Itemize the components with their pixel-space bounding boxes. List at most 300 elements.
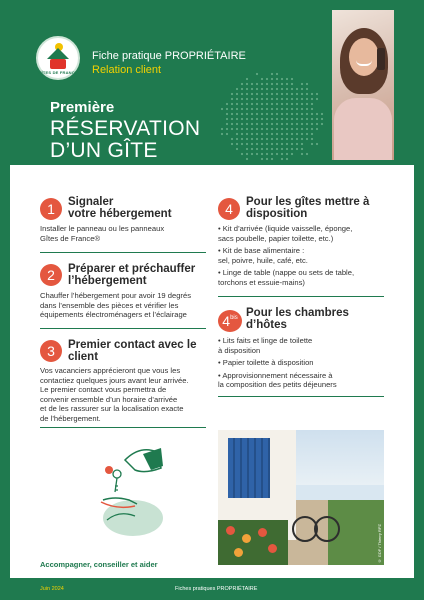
map-dot (266, 138, 268, 140)
map-dot (286, 138, 288, 140)
map-dot (296, 143, 298, 145)
flower (242, 534, 251, 543)
section-2-line: équipements électroménagers et l’éclairage (40, 310, 187, 320)
section-divider (218, 396, 384, 397)
map-dot (291, 118, 293, 120)
map-dot (241, 103, 243, 105)
section-3-line: contactiez quelques jours avant leur arrivée. (40, 375, 189, 385)
map-dot (261, 133, 263, 135)
section-4-title-line2: disposition (246, 208, 308, 220)
map-dot (286, 103, 288, 105)
section-4-line: sacs poubelle, papier toilette, etc.) (218, 233, 334, 243)
map-dot (286, 108, 288, 110)
title-first-word: Première (50, 99, 115, 116)
map-dot (276, 143, 278, 145)
map-dot (231, 103, 233, 105)
map-dot (311, 103, 313, 105)
logo-figure (50, 59, 66, 69)
map-dot (231, 93, 233, 95)
section-2-title (68, 263, 195, 287)
map-dot (281, 158, 283, 160)
keys-handover-illustration (95, 440, 165, 540)
map-dot (246, 93, 248, 95)
map-dot (306, 88, 308, 90)
map-dot (266, 123, 268, 125)
map-dot (236, 103, 238, 105)
map-dot (231, 113, 233, 115)
bicycle-wheel (314, 516, 340, 542)
gites-de-france-logo (36, 36, 80, 80)
map-dot (276, 93, 278, 95)
map-dot (271, 158, 273, 160)
map-dot (311, 143, 313, 145)
map-dot (241, 113, 243, 115)
map-dot (276, 118, 278, 120)
footer-title: Fiches pratiques PROPRIÉTAIRE (175, 586, 258, 592)
map-dot (301, 143, 303, 145)
map-dot (226, 118, 228, 120)
flower (234, 548, 243, 557)
map-dot (251, 98, 253, 100)
map-dot (266, 118, 268, 120)
map-dot (246, 133, 248, 135)
section-4-line: • Linge de table (nappe ou sets de table, (218, 268, 355, 278)
map-dot (316, 118, 318, 120)
section-2-line: Chauffer l’hébergement pour avoir 19 degrés (40, 291, 191, 300)
map-dot (311, 118, 313, 120)
section-3-title-line1: Premier contact avec le (68, 339, 197, 351)
map-dot (276, 123, 278, 125)
map-dot (286, 113, 288, 115)
flower (268, 544, 277, 553)
map-dot (236, 123, 238, 125)
map-dot (236, 118, 238, 120)
map-dot (286, 148, 288, 150)
map-dot (251, 133, 253, 135)
map-dot (226, 113, 228, 115)
map-dot (286, 128, 288, 130)
map-dot (276, 153, 278, 155)
photo-blue-shutter (228, 438, 270, 498)
map-dot (256, 93, 258, 95)
section-4-title (246, 196, 369, 220)
map-dot (276, 83, 278, 85)
map-dot (256, 113, 258, 115)
map-dot (301, 88, 303, 90)
map-dot (226, 103, 228, 105)
map-dot (316, 128, 318, 130)
map-dot (276, 148, 278, 150)
map-dot (251, 143, 253, 145)
photo-phone (377, 48, 385, 70)
map-dot (296, 98, 298, 100)
map-dot (246, 103, 248, 105)
footer-date: Juin 2024 (40, 586, 64, 592)
map-dot (281, 103, 283, 105)
section-4bis-text (218, 336, 337, 390)
map-dot (236, 108, 238, 110)
map-dot (266, 98, 268, 100)
map-dot (236, 148, 238, 150)
map-dot (266, 133, 268, 135)
map-dot (271, 153, 273, 155)
map-dot (296, 93, 298, 95)
map-dot (296, 123, 298, 125)
section-2-text (40, 291, 191, 320)
map-dot (291, 153, 293, 155)
section-divider (218, 296, 384, 297)
map-dot (291, 123, 293, 125)
map-dot (306, 93, 308, 95)
section-4bis-number-sup: bis (230, 315, 238, 321)
map-dot (271, 113, 273, 115)
map-dot (251, 83, 253, 85)
map-dot (251, 103, 253, 105)
map-dot (241, 93, 243, 95)
map-dot (301, 123, 303, 125)
map-dot (256, 143, 258, 145)
map-dot (271, 138, 273, 140)
map-dot (241, 153, 243, 155)
section-4-line: sel, poivre, huile, café, etc. (218, 255, 308, 265)
map-dot (266, 158, 268, 160)
tagline: Accompagner, conseiller et aider (40, 560, 158, 569)
section-divider (40, 252, 206, 253)
map-dot (266, 88, 268, 90)
page-title (50, 118, 200, 162)
map-dot (266, 78, 268, 80)
map-dot (306, 128, 308, 130)
map-dot (311, 93, 313, 95)
map-dot (236, 113, 238, 115)
map-dot (271, 148, 273, 150)
section-4bis-title (246, 307, 349, 331)
map-dot (316, 98, 318, 100)
map-dot (261, 113, 263, 115)
map-dot (291, 113, 293, 115)
map-dot (281, 113, 283, 115)
photo-face (349, 38, 379, 76)
map-dot (276, 138, 278, 140)
map-dot (236, 88, 238, 90)
map-dot (256, 118, 258, 120)
map-dot (271, 128, 273, 130)
map-dot (306, 108, 308, 110)
section-3-text (40, 366, 189, 424)
map-dot (296, 138, 298, 140)
map-dot (256, 148, 258, 150)
map-dot (261, 93, 263, 95)
map-dot (271, 108, 273, 110)
map-dot (286, 133, 288, 135)
section-3-title (68, 339, 197, 363)
map-dot (246, 158, 248, 160)
map-dot (251, 123, 253, 125)
map-dot (271, 98, 273, 100)
section-3-line: de l’hébergement. (40, 413, 101, 423)
map-dot (241, 118, 243, 120)
map-dot (276, 73, 278, 75)
map-dot (281, 78, 283, 80)
map-dot (291, 108, 293, 110)
section-3-line: convenir ensemble d’un horaire d’arrivée (40, 394, 178, 404)
map-dot (266, 148, 268, 150)
map-dot (271, 93, 273, 95)
map-dot (276, 98, 278, 100)
map-dot (281, 83, 283, 85)
map-dot (301, 118, 303, 120)
section-divider (40, 328, 206, 329)
photo-shirt (334, 98, 392, 160)
photo-credit: © GDF / Thierry RPZ (377, 523, 382, 563)
map-dot (241, 98, 243, 100)
map-dot (241, 133, 243, 135)
map-dot (221, 128, 223, 130)
map-dot (251, 118, 253, 120)
map-dot (246, 153, 248, 155)
map-dot (291, 78, 293, 80)
map-dot (306, 133, 308, 135)
map-dot (301, 128, 303, 130)
map-dot (241, 108, 243, 110)
map-dot (246, 138, 248, 140)
section-1-title-line2: votre hébergement (68, 208, 172, 220)
map-dot (301, 93, 303, 95)
map-dot (286, 93, 288, 95)
map-dot (301, 133, 303, 135)
map-dot (286, 118, 288, 120)
map-dot (306, 138, 308, 140)
map-dot (266, 113, 268, 115)
section-4-number: 4 (218, 198, 240, 220)
map-dot (301, 83, 303, 85)
map-dot (291, 128, 293, 130)
map-dot (291, 148, 293, 150)
section-4-text (218, 224, 354, 288)
map-dot (236, 98, 238, 100)
flower (258, 528, 267, 537)
map-dot (231, 98, 233, 100)
map-dot (266, 108, 268, 110)
map-dot (251, 128, 253, 130)
map-dot (306, 118, 308, 120)
map-dot (261, 108, 263, 110)
map-dot (221, 108, 223, 110)
map-dot (301, 153, 303, 155)
map-dot (316, 123, 318, 125)
map-dot (316, 93, 318, 95)
map-dot (311, 138, 313, 140)
map-dot (266, 103, 268, 105)
map-dot (271, 133, 273, 135)
section-4bis-line: • Approvisionnement nécessaire à (218, 370, 333, 380)
map-dot (266, 128, 268, 130)
section-1-title-line1: Signaler (68, 196, 114, 208)
map-dot (296, 128, 298, 130)
map-dot (321, 113, 323, 115)
logo-roof (47, 48, 69, 59)
map-dot (276, 108, 278, 110)
section-4bis-title-line1: Pour les chambres (246, 307, 349, 319)
map-dot (286, 88, 288, 90)
map-dot (291, 143, 293, 145)
map-dot (296, 133, 298, 135)
map-dot (291, 133, 293, 135)
map-dot (241, 83, 243, 85)
map-dot (241, 123, 243, 125)
section-4bis-number-main: 4 (222, 313, 231, 329)
section-2-title-line2: l’hébergement (68, 275, 147, 287)
map-dot (271, 88, 273, 90)
france-map-dots (218, 70, 328, 165)
map-dot (281, 93, 283, 95)
map-dot (281, 133, 283, 135)
map-dot (306, 103, 308, 105)
page-title-line2: D’UN GÎTE (50, 139, 158, 162)
map-dot (306, 123, 308, 125)
map-dot (231, 143, 233, 145)
map-dot (296, 113, 298, 115)
map-dot (276, 78, 278, 80)
section-4bis-line: • Papier toilette à disposition (218, 358, 314, 368)
map-dot (276, 88, 278, 90)
map-dot (311, 128, 313, 130)
map-dot (226, 133, 228, 135)
map-dot (286, 78, 288, 80)
map-dot (296, 148, 298, 150)
kicker-document-type: Fiche pratique PROPRIÉTAIRE (92, 50, 246, 62)
map-dot (271, 118, 273, 120)
map-dot (256, 83, 258, 85)
map-dot (266, 83, 268, 85)
map-dot (281, 98, 283, 100)
map-dot (291, 138, 293, 140)
map-dot (271, 123, 273, 125)
map-dot (266, 143, 268, 145)
map-dot (251, 93, 253, 95)
map-dot (281, 138, 283, 140)
map-dot (311, 113, 313, 115)
map-dot (261, 158, 263, 160)
map-dot (291, 83, 293, 85)
map-dot (261, 128, 263, 130)
map-dot (246, 98, 248, 100)
map-dot (286, 83, 288, 85)
map-dot (266, 153, 268, 155)
map-dot (256, 88, 258, 90)
map-dot (246, 143, 248, 145)
map-dot (301, 108, 303, 110)
section-1-line: Gîtes de France® (40, 233, 101, 243)
map-dot (276, 133, 278, 135)
section-4-line: • Kit d’arrivée (liquide vaisselle, éponge, (218, 224, 353, 233)
map-dot (256, 133, 258, 135)
map-dot (261, 83, 263, 85)
section-1-text (40, 224, 164, 243)
map-dot (236, 143, 238, 145)
map-dot (246, 118, 248, 120)
map-dot (311, 123, 313, 125)
map-dot (281, 123, 283, 125)
map-dot (251, 113, 253, 115)
flower (226, 526, 235, 535)
map-dot (261, 118, 263, 120)
map-dot (261, 153, 263, 155)
map-dot (246, 88, 248, 90)
map-dot (261, 148, 263, 150)
map-dot (306, 153, 308, 155)
map-dot (301, 103, 303, 105)
map-dot (231, 118, 233, 120)
map-dot (241, 128, 243, 130)
header-band (10, 10, 414, 165)
map-dot (246, 83, 248, 85)
map-dot (286, 98, 288, 100)
map-dot (231, 128, 233, 130)
map-dot (316, 113, 318, 115)
section-3-number: 3 (40, 340, 62, 362)
map-dot (271, 83, 273, 85)
map-dot (251, 108, 253, 110)
map-dot (246, 123, 248, 125)
map-dot (281, 108, 283, 110)
logo-text: GÎTES DE FRANCE (38, 70, 78, 75)
map-dot (236, 138, 238, 140)
map-dot (321, 118, 323, 120)
section-1-number: 1 (40, 198, 62, 220)
map-dot (226, 108, 228, 110)
map-dot (241, 138, 243, 140)
map-dot (276, 103, 278, 105)
map-dot (281, 148, 283, 150)
section-4-line: torchons et essuie-mains) (218, 277, 305, 287)
map-dot (296, 103, 298, 105)
map-dot (311, 98, 313, 100)
map-dot (286, 143, 288, 145)
map-dot (291, 103, 293, 105)
map-dot (281, 88, 283, 90)
map-dot (296, 108, 298, 110)
map-dot (281, 153, 283, 155)
map-dot (246, 128, 248, 130)
map-dot (291, 98, 293, 100)
map-dot (251, 153, 253, 155)
map-dot (306, 113, 308, 115)
section-3-line: et de les rassurer sur la localisation exacte (40, 404, 184, 414)
map-dot (241, 88, 243, 90)
map-dot (261, 88, 263, 90)
map-dot (306, 83, 308, 85)
map-dot (256, 138, 258, 140)
map-dot (251, 88, 253, 90)
map-dot (231, 108, 233, 110)
section-4bis-line: • Lits faits et linge de toilette (218, 336, 313, 345)
section-3-title-line2: client (68, 351, 99, 363)
map-dot (266, 93, 268, 95)
map-dot (276, 113, 278, 115)
map-dot (281, 143, 283, 145)
section-4bis-number (218, 310, 242, 332)
map-dot (256, 103, 258, 105)
map-dot (246, 108, 248, 110)
map-dot (231, 123, 233, 125)
map-dot (291, 88, 293, 90)
section-3-line: Vos vacanciers apprécieront que vous les (40, 366, 181, 375)
map-dot (236, 133, 238, 135)
map-dot (236, 128, 238, 130)
map-dot (226, 123, 228, 125)
section-4-line: • Kit de base alimentaire : (218, 246, 305, 256)
